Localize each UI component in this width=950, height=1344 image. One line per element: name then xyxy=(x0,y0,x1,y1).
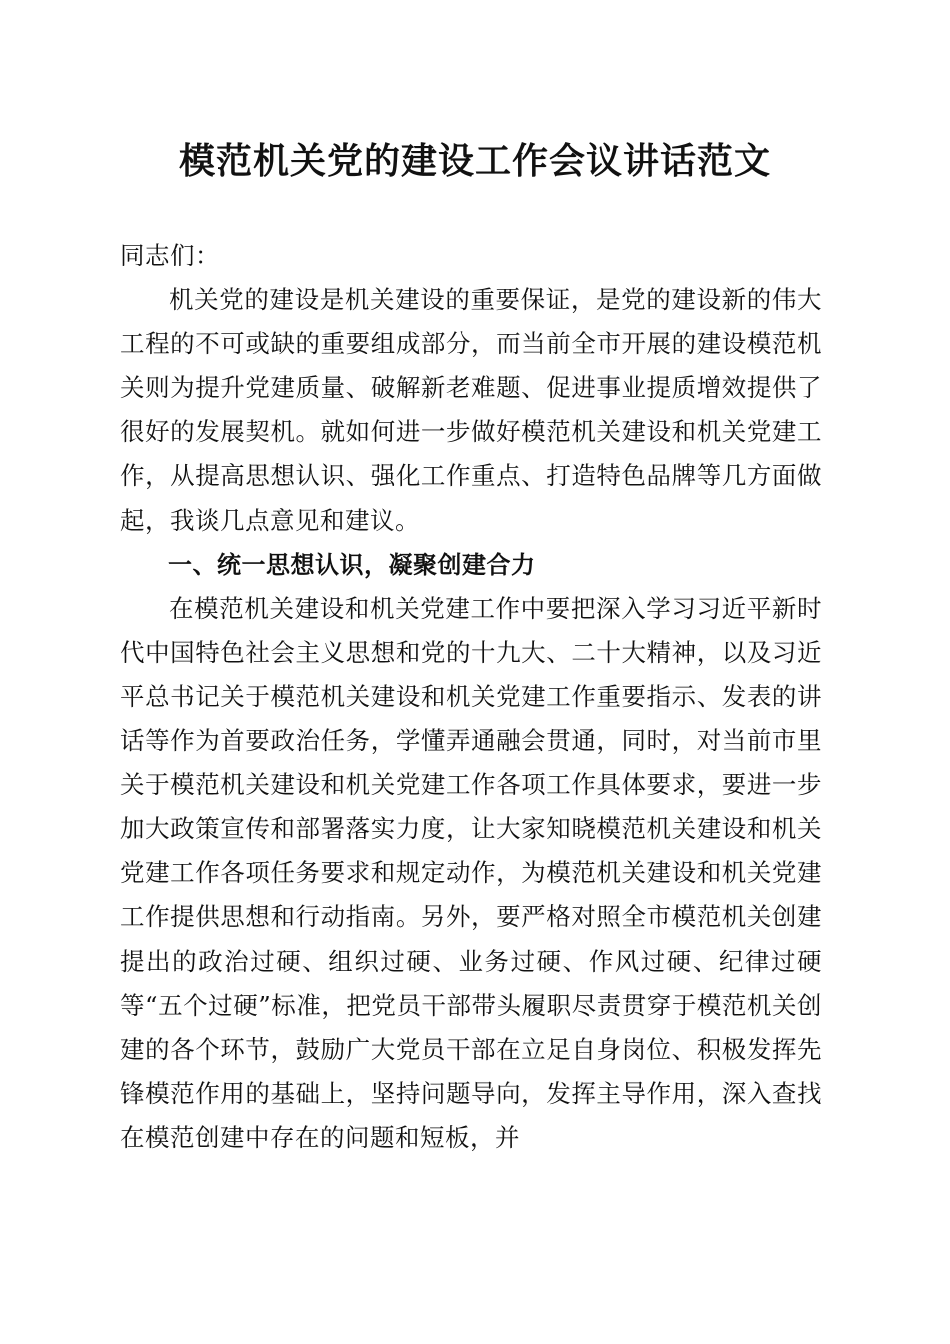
document-title: 模范机关党的建设工作会议讲话范文 xyxy=(178,140,771,182)
document-body xyxy=(120,234,822,1160)
section-1-paragraph: 在模范机关建设和机关党建工作中要把深入学习习近平新时代中国特色社会主义思想和党的十九大、二十大精神，以及习近平总书记关于模范机关建设和机关党建工作重要指示、发表的讲话等作为首要政治任务，学懂弄通融会贯通，同时，对当前市里关于模范机关建设和机关党建工作各项工作具体要求，要进一步加大政策宣传和部署落实力度，让大家知晓模范机关建设和机关党建工作各项任务要求和规定动作，为模范机关建设和机关党建工作提供思想和行动指南。另外，要严格对照全市模范机关创建提出的政治过硬、组织过硬、业务过硬、作风过硬、纪律过硬等“五个过硬”标准，把党员干部带头履职尽责贯穿于模范机关创建的各个环节，鼓励广大党员干部在立足自身岗位、积极发挥先锋模范作用的基础上，坚持问题导向，发挥主导作用，深入查找在模范创建中存在的问题和短板，并 xyxy=(120,593,822,1152)
intro-paragraph: 机关党的建设是机关建设的重要保证，是党的建设新的伟大工程的不可或缺的重要组成部分，而当前全市开展的建设模范机关则为提升党建质量、破解新老难题、促进事业提质增效提供了很好的发展契机。就如何进一步做好模范机关建设和机关党建工作，从提高思想认识、强化工作重点、打造特色品牌等几方面做起，我谈几点意见和建议。 xyxy=(120,285,822,535)
section-heading-1: 一、统一思想认识，凝聚创建合力 xyxy=(168,550,536,579)
salutation: 同志们： xyxy=(120,241,220,270)
